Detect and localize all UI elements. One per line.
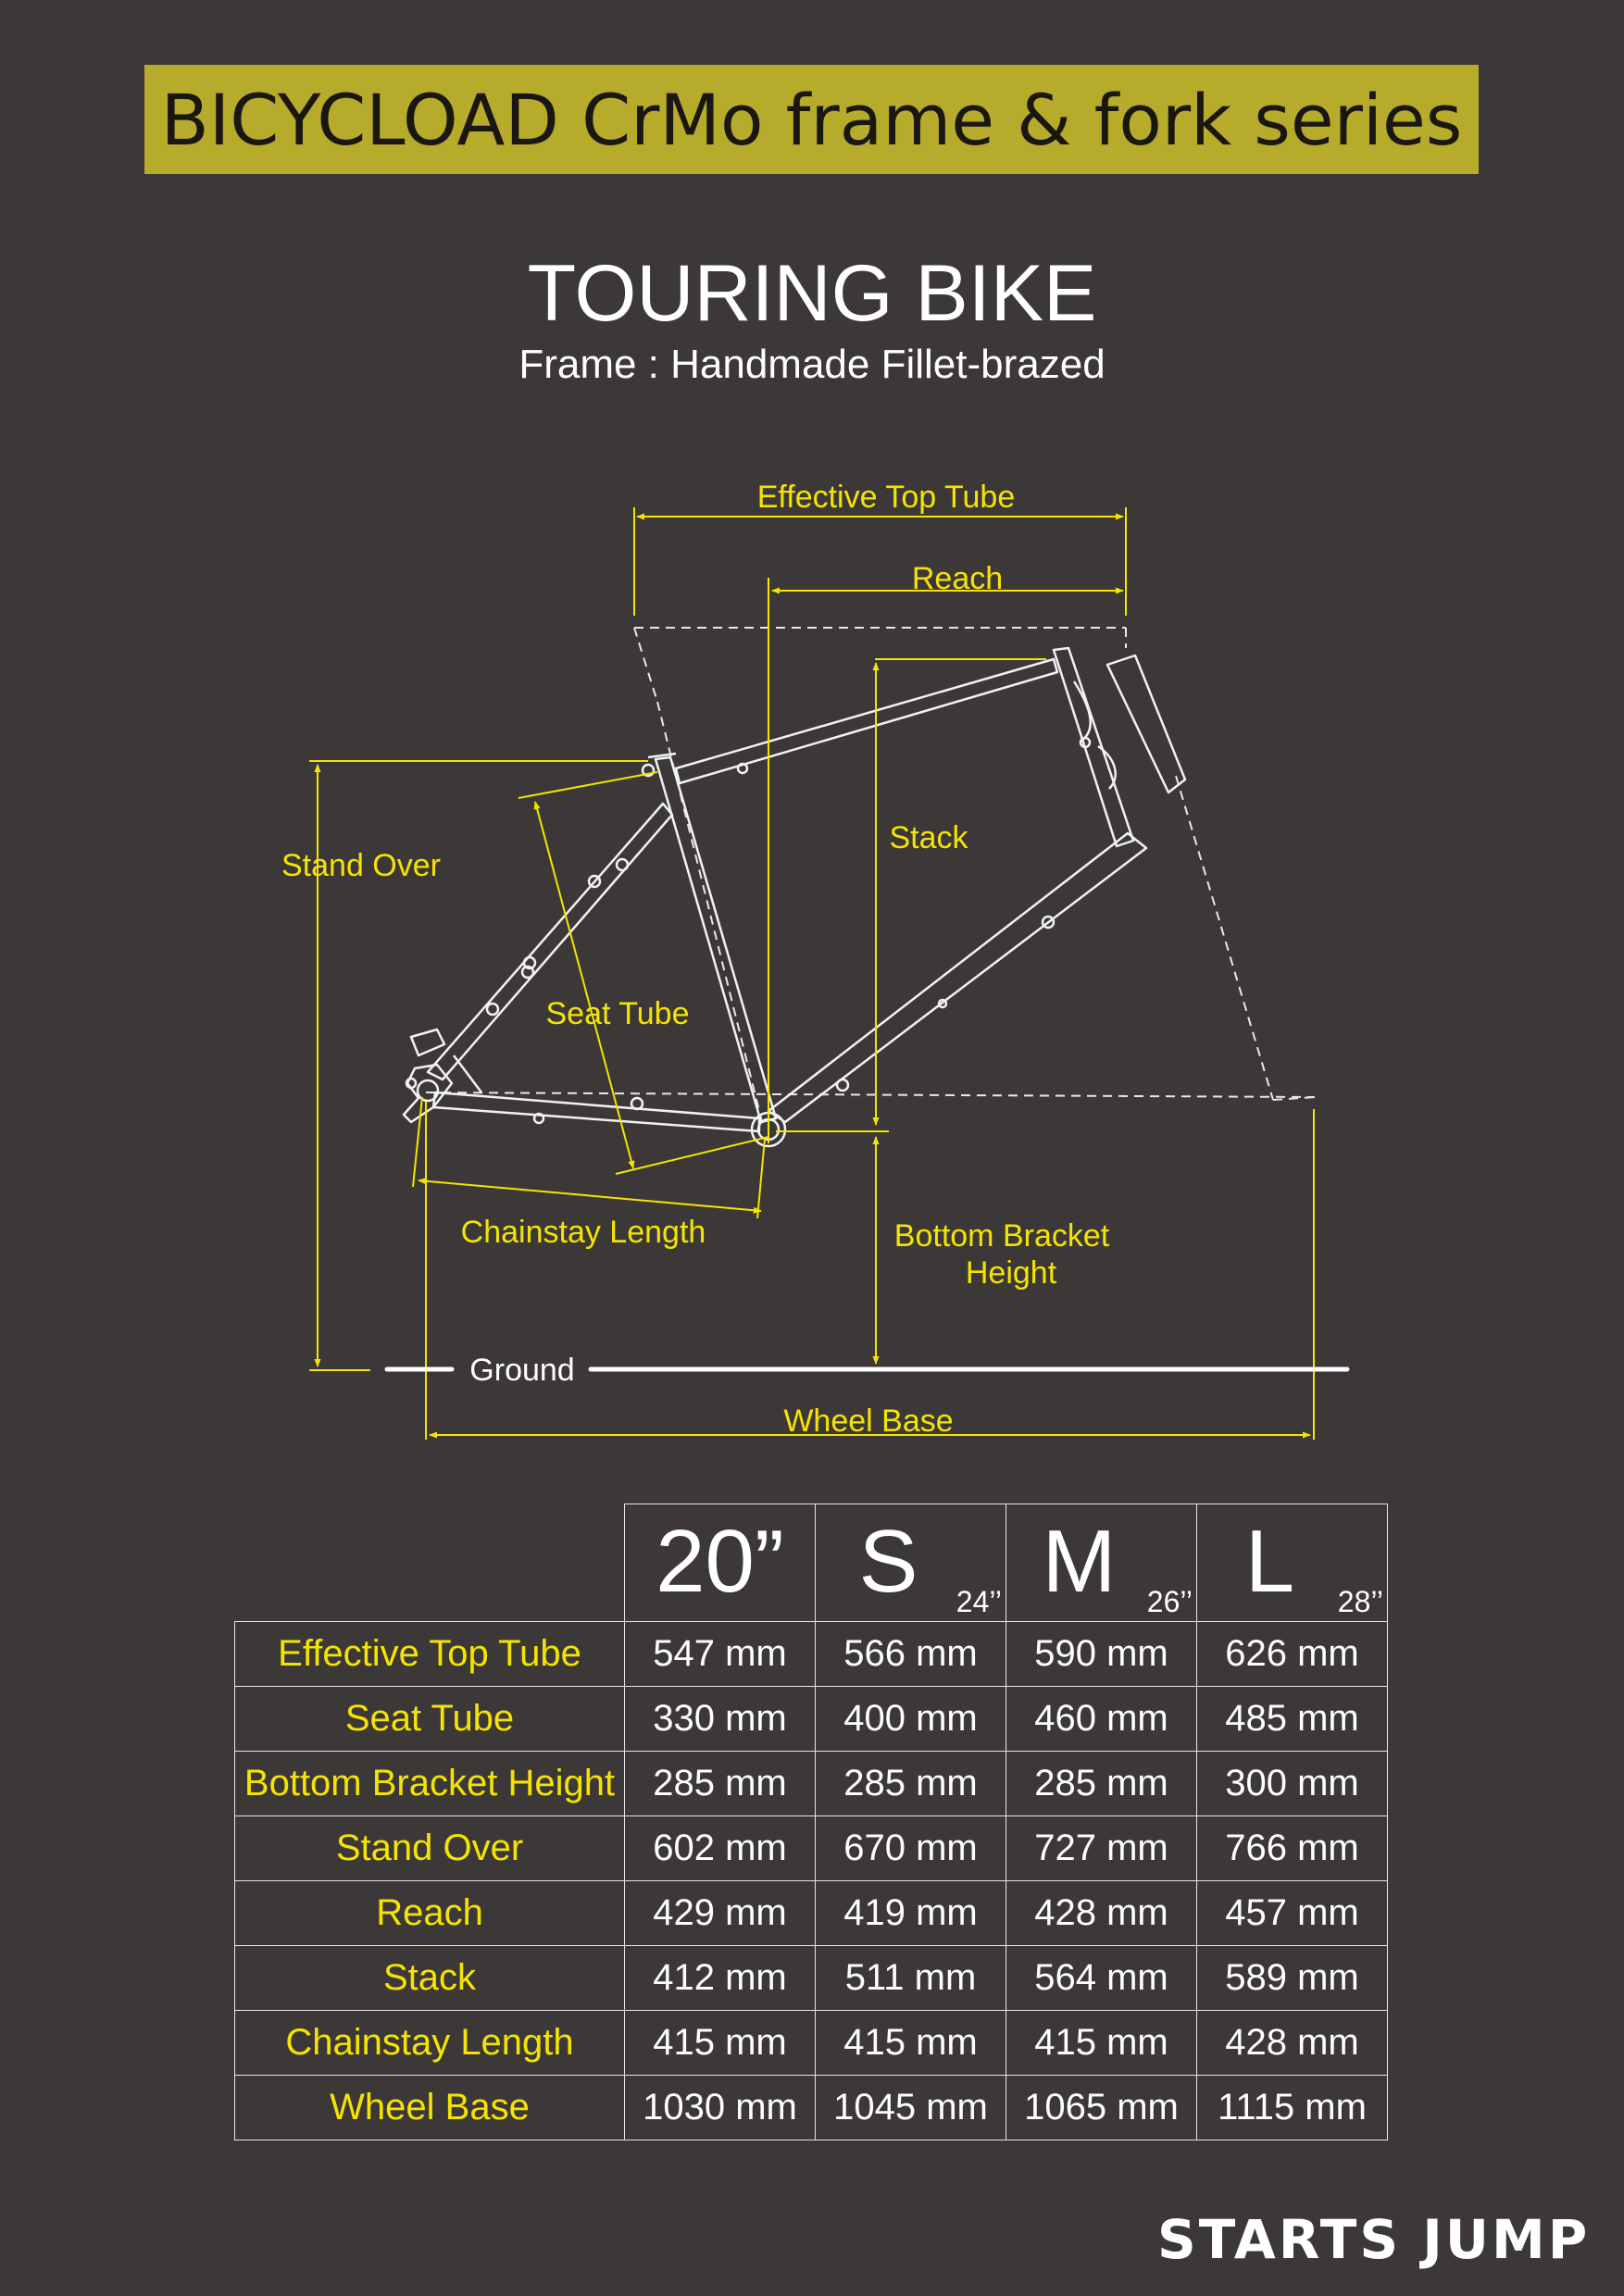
size-header-s xyxy=(816,1504,1006,1622)
table-cell: 412 mm xyxy=(625,1946,816,2011)
table-row xyxy=(235,1622,1388,1687)
table-cell: 564 mm xyxy=(1006,1946,1197,2011)
table-cell: 1030 mm xyxy=(625,2076,816,2140)
series-banner-text: BICYCLOAD CrMo frame & fork series xyxy=(160,78,1463,161)
table-cell: 428 mm xyxy=(1006,1881,1197,1946)
table-cell: 457 mm xyxy=(1197,1881,1388,1946)
label-stand-over: Stand Over xyxy=(281,848,441,883)
table-cell: 670 mm xyxy=(816,1816,1006,1881)
label-wheel-base: Wheel Base xyxy=(783,1404,954,1439)
table-cell: 566 mm xyxy=(816,1622,1006,1687)
table-cell: 415 mm xyxy=(1006,2011,1197,2076)
table-row xyxy=(235,1687,1388,1752)
row-label: Chainstay Length xyxy=(235,2011,625,2076)
reference-dashed-lines xyxy=(426,628,1315,1129)
table-cell: 460 mm xyxy=(1006,1687,1197,1752)
table-row xyxy=(235,1881,1388,1946)
table-row xyxy=(235,1816,1388,1881)
size-label: L xyxy=(1244,1512,1295,1611)
table-cell: 485 mm xyxy=(1197,1687,1388,1752)
table-row xyxy=(235,2011,1388,2076)
table-cell: 602 mm xyxy=(625,1816,816,1881)
page-subtitle: Frame : Handmade Fillet-brazed xyxy=(518,342,1106,387)
size-wheel-label: 24’’ xyxy=(956,1585,1002,1618)
table-row xyxy=(235,2076,1388,2140)
size-wheel-label: 28’’ xyxy=(1337,1585,1383,1618)
label-reach: Reach xyxy=(911,561,1004,596)
label-bottom-bracket-height-2: Height xyxy=(965,1255,1057,1291)
label-stack: Stack xyxy=(889,820,968,855)
page-title: TOURING BIKE xyxy=(527,249,1097,338)
table-row xyxy=(235,1946,1388,2011)
size-header-m xyxy=(1006,1504,1197,1622)
table-cell: 429 mm xyxy=(625,1881,816,1946)
size-label: 20” xyxy=(656,1512,784,1611)
table-cell: 766 mm xyxy=(1197,1816,1388,1881)
table-cell: 727 mm xyxy=(1006,1816,1197,1881)
row-label: Stand Over xyxy=(235,1816,625,1881)
table-cell: 415 mm xyxy=(816,2011,1006,2076)
table-cell: 511 mm xyxy=(816,1946,1006,2011)
row-label: Wheel Base xyxy=(235,2076,625,2140)
table-cell: 428 mm xyxy=(1197,2011,1388,2076)
bike-frame xyxy=(404,648,1185,1146)
table-cell: 400 mm xyxy=(816,1687,1006,1752)
size-wheel-label: 26’’ xyxy=(1146,1585,1193,1618)
label-chainstay-length: Chainstay Length xyxy=(460,1215,706,1250)
size-label: S xyxy=(858,1512,918,1611)
table-cell: 589 mm xyxy=(1197,1946,1388,2011)
row-label: Bottom Bracket Height xyxy=(235,1752,625,1816)
table-cell: 626 mm xyxy=(1197,1622,1388,1687)
label-bottom-bracket-height-1: Bottom Bracket xyxy=(893,1218,1110,1254)
table-corner xyxy=(235,1504,625,1622)
table-cell: 590 mm xyxy=(1006,1622,1197,1687)
dimension-lines xyxy=(309,507,1314,1440)
label-effective-top-tube: Effective Top Tube xyxy=(756,480,1016,515)
table-cell: 1045 mm xyxy=(816,2076,1006,2140)
table-cell: 285 mm xyxy=(816,1752,1006,1816)
row-label: Stack xyxy=(235,1946,625,2011)
geometry-table xyxy=(234,1504,1388,2140)
size-header-l xyxy=(1197,1504,1388,1622)
size-label: M xyxy=(1042,1512,1117,1611)
table-cell: 415 mm xyxy=(625,2011,816,2076)
table-cell: 1115 mm xyxy=(1197,2076,1388,2140)
label-seat-tube: Seat Tube xyxy=(545,996,690,1031)
table-cell: 1065 mm xyxy=(1006,2076,1197,2140)
table-cell: 419 mm xyxy=(816,1881,1006,1946)
table-cell: 547 mm xyxy=(625,1622,816,1687)
row-label: Effective Top Tube xyxy=(235,1622,625,1687)
table-row xyxy=(235,1752,1388,1816)
table-cell: 285 mm xyxy=(1006,1752,1197,1816)
label-ground: Ground xyxy=(469,1353,575,1388)
table-cell: 285 mm xyxy=(625,1752,816,1816)
table-cell: 300 mm xyxy=(1197,1752,1388,1816)
brand-logo: STARTS JUMP xyxy=(1157,2208,1591,2271)
row-label: Seat Tube xyxy=(235,1687,625,1752)
table-cell: 330 mm xyxy=(625,1687,816,1752)
row-label: Reach xyxy=(235,1881,625,1946)
size-header-20 xyxy=(625,1504,816,1622)
